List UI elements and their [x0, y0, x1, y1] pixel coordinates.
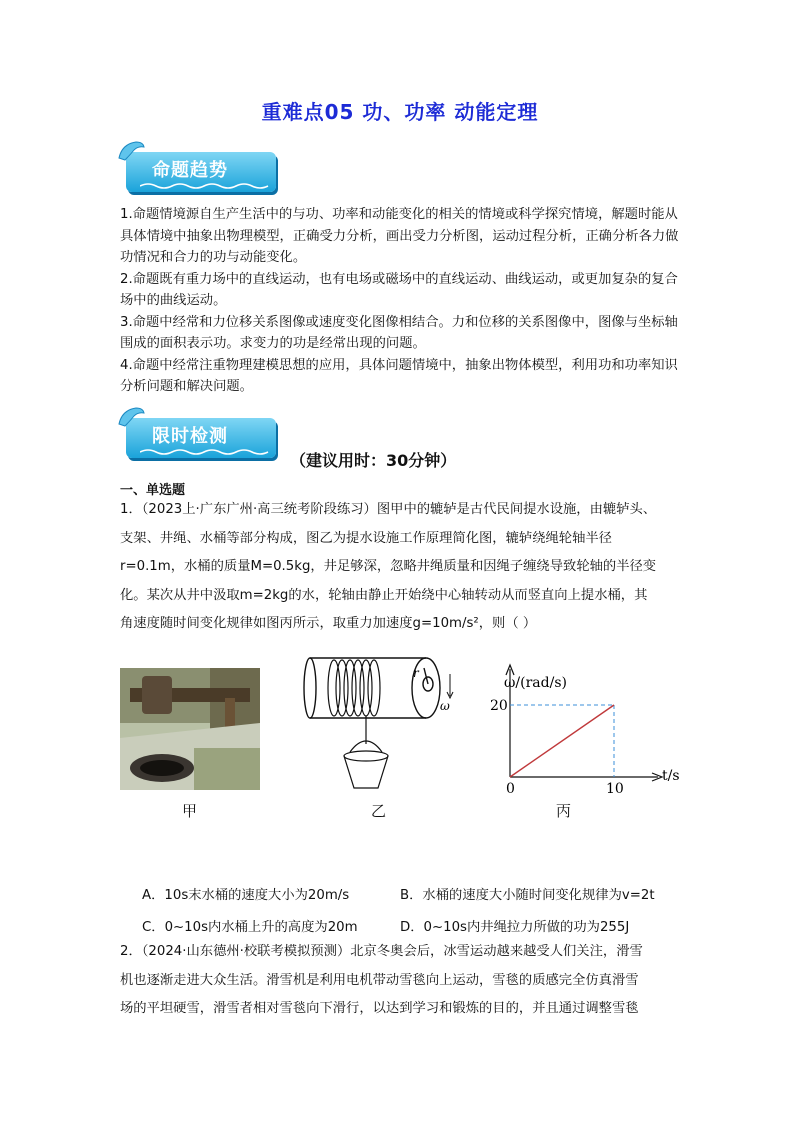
- trend-item-2: 2.命题既有重力场中的直线运动，也有电场或磁场中的直线运动、曲线运动，或更加复杂的复合场中的曲线运动。: [120, 271, 678, 308]
- label-omega: ω: [440, 699, 450, 713]
- trend-banner: [120, 146, 290, 192]
- q1-line: r=0.1m，水桶的质量M=0.5kg，井足够深，忽略井绳质量和因绳子缠绕导致轮轴的半径变: [120, 559, 657, 574]
- trend-item-4: 4.命题中经常注重物理建模思想的应用，具体问题情境中，抽象出物体模型，利用功和功率知识分析问题和解决问题。: [120, 357, 678, 394]
- trend-banner-label: 命题趋势: [152, 160, 228, 181]
- option-b: B．水桶的速度大小随时间变化规律为v=2t: [400, 888, 655, 903]
- test-banner-label: 限时检测: [152, 426, 228, 447]
- x-tick-0: 0: [506, 781, 515, 797]
- caption-jia: 甲: [182, 802, 198, 820]
- trend-item-3: 3.命题中经常和力位移关系图像或速度变化图像相结合。力和位移的关系图像中，图像与坐标轴围成的面积表示功。求变力的功是经常出现的问题。: [120, 314, 678, 351]
- option-a: A．10s末水桶的速度大小为20m/s: [142, 888, 350, 903]
- caption-yi: 乙: [371, 802, 387, 820]
- caption-bing: 丙: [556, 802, 572, 820]
- dolphin-icon: [116, 138, 146, 164]
- x-tick-10: 10: [606, 781, 624, 797]
- windlass-diagram: [300, 652, 460, 802]
- trend-list: [120, 204, 685, 398]
- question-2: [120, 938, 690, 1024]
- option-c: C．0~10s内水桶上升的高度为20m: [142, 920, 358, 935]
- omega-time-chart: [470, 655, 695, 805]
- q1-line: 支架、井绳、水桶等部分构成，图乙为提水设施工作原理简化图，辘轳绕绳轮轴半径: [120, 530, 612, 546]
- q1-line: 1．（2023上·广东广州·高三统考阶段练习）图甲中的辘轳是古代民间提水设施，由辘轳头、: [120, 502, 657, 517]
- y-tick-20: 20: [490, 698, 508, 714]
- x-axis-label: t/s: [662, 768, 680, 784]
- q2-line: 机也逐渐走进大众生活。滑雪机是利用电机带动雪毯向上运动，雪毯的质感完全仿真滑雪: [120, 972, 639, 988]
- wave-icon: [140, 448, 270, 456]
- page-title: 重难点05 功、功率 动能定理: [261, 100, 539, 124]
- q2-line: 场的平坦硬雪，滑雪者相对雪毯向下滑行，以达到学习和锻炼的目的，并且通过调整雪毯: [120, 1001, 639, 1016]
- label-r: r: [413, 666, 419, 680]
- y-axis-label: ω/(rad/s): [504, 675, 567, 691]
- trend-item-1: 1.命题情境源自生产生活中的与功、功率和动能变化的相关的情境或科学探究情境，解题时能从具体情境中抽象出物理模型，正确受力分析，画出受力分析图，运动过程分析，正确分析各力做功情况和合力的功与动能变化。: [120, 207, 679, 265]
- section-heading: 一、单选题: [120, 483, 186, 498]
- q1-line: 角速度随时间变化规律如图丙所示，取重力加速度g=10m/s²，则（ ）: [120, 616, 537, 631]
- q1-line: 化。某次从井中汲取m=2kg的水，轮轴由静止开始绕中心轴转动从而竖直向上提水桶，其: [120, 587, 648, 603]
- series-line: [510, 705, 614, 777]
- suggested-time: （建议用时：30分钟）: [290, 451, 457, 470]
- wave-icon: [140, 182, 270, 190]
- option-d: D．0~10s内井绳拉力所做的功为255J: [400, 920, 630, 935]
- question-1: [120, 496, 690, 639]
- dolphin-icon: [116, 404, 146, 430]
- well-photo: [120, 668, 260, 790]
- test-banner: [120, 412, 290, 458]
- q2-line: 2．（2024·山东德州·校联考模拟预测）北京冬奥会后，冰雪运动越来越受人们关注，滑雪: [120, 944, 643, 959]
